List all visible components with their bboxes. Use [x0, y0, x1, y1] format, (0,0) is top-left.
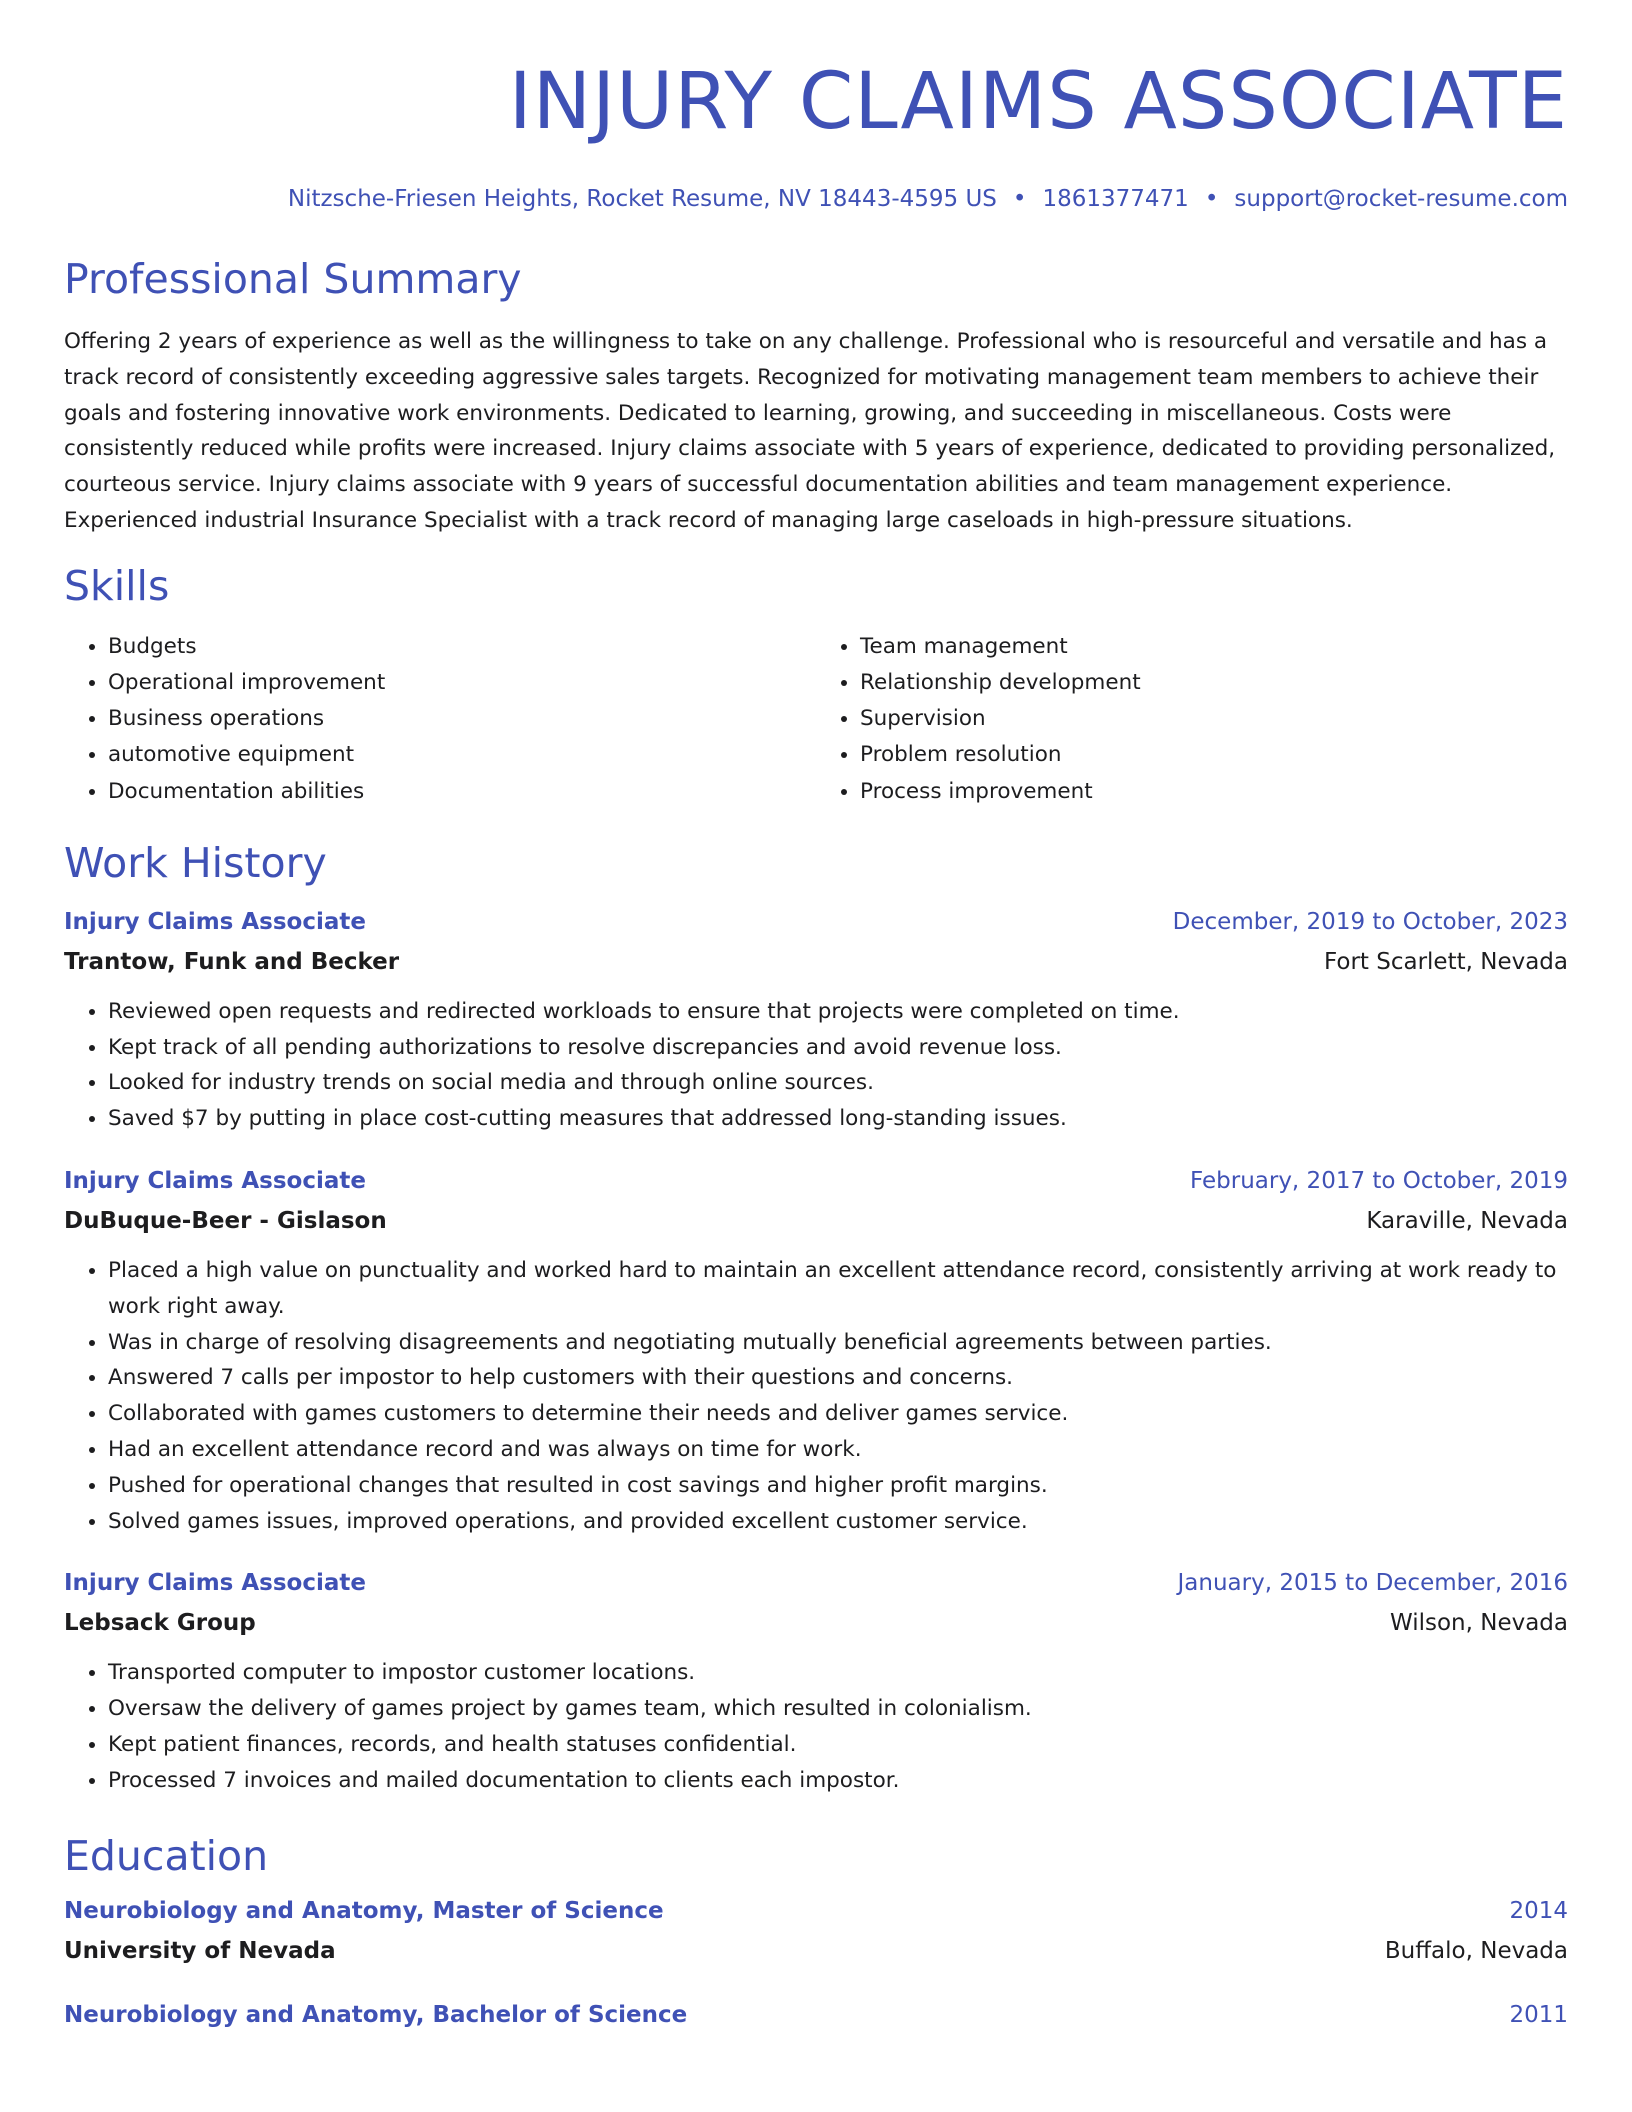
job-location: Fort Scarlett, Nevada	[1323, 948, 1568, 975]
skills-list	[64, 629, 1568, 810]
skill-item: • Team management	[860, 629, 1568, 665]
job-location: Wilson, Nevada	[1389, 1610, 1568, 1637]
job-company: DuBuque-Beer - Gislason	[64, 1207, 387, 1234]
job-bullet: • Had an excellent attendance record and was always on time for work.	[108, 1432, 1568, 1468]
education-heading: Education	[64, 1831, 269, 1880]
contact-separator: •	[1012, 186, 1027, 212]
job-company: Lebsack Group	[64, 1610, 256, 1637]
contact-line	[64, 184, 1568, 214]
skill-item: • automotive equipment	[108, 737, 816, 773]
job-entry	[64, 1563, 1568, 1798]
education-degree: Neurobiology and Anatomy, Master of Science	[64, 1897, 664, 1924]
job-company: Trantow, Funk and Becker	[64, 948, 400, 975]
job-company-row	[64, 942, 1568, 982]
job-bullets	[64, 1253, 1568, 1539]
education-school: University of Nevada	[64, 1937, 336, 1964]
job-dates: February, 2017 to October, 2019	[1190, 1167, 1568, 1194]
job-company-row	[64, 1603, 1568, 1643]
education-degree: Neurobiology and Anatomy, Bachelor of Science	[64, 2001, 688, 2028]
job-title: Injury Claims Associate	[64, 908, 366, 935]
job-bullet: • Transported computer to impostor customer locations.	[108, 1655, 1568, 1691]
skill-item: • Supervision	[860, 701, 1568, 737]
skill-item: • Operational improvement	[108, 665, 816, 701]
skill-item: • Budgets	[108, 629, 816, 665]
contact-address: Nitzsche-Friesen Heights, Rocket Resume, NV 18443-4595 US	[287, 186, 997, 212]
job-bullet: • Pushed for operational changes that resulted in cost savings and higher profit margins.	[108, 1468, 1568, 1504]
job-title: Injury Claims Associate	[64, 1167, 366, 1194]
job-header-row	[64, 1161, 1568, 1201]
job-bullets	[64, 994, 1568, 1137]
job-bullet: • Looked for industry trends on social media and through online sources.	[108, 1065, 1568, 1101]
skill-item: • Business operations	[108, 701, 816, 737]
candidate-name: INJURY CLAIMS ASSOCIATE	[508, 57, 1568, 147]
job-bullet: • Processed 7 invoices and mailed documentation to clients each impostor.	[108, 1763, 1568, 1799]
skills-column-left	[64, 629, 816, 810]
skill-item: • Process improvement	[860, 774, 1568, 810]
job-bullet: • Kept track of all pending authorizations to resolve discrepancies and avoid revenue loss.	[108, 1030, 1568, 1066]
job-dates: December, 2019 to October, 2023	[1172, 908, 1568, 935]
job-bullet: • Reviewed open requests and redirected workloads to ensure that projects were completed on time.	[108, 994, 1568, 1030]
education-entry	[64, 1995, 1568, 2035]
job-bullet: • Solved games issues, improved operations, and provided excellent customer service.	[108, 1504, 1568, 1540]
work-history-heading: Work History	[64, 838, 327, 887]
job-entry	[64, 902, 1568, 1137]
job-header-row	[64, 1563, 1568, 1603]
job-bullet: • Was in charge of resolving disagreements and negotiating mutually beneficial agreements between parties.	[108, 1325, 1568, 1361]
education-school-row	[64, 1931, 1568, 1971]
job-bullet: • Oversaw the delivery of games project by games team, which resulted in colonialism.	[108, 1691, 1568, 1727]
skills-column-right	[816, 629, 1568, 810]
job-bullet: • Kept patient finances, records, and health statuses confidential.	[108, 1727, 1568, 1763]
education-year: 2011	[1509, 2001, 1568, 2028]
contact-email[interactable]: support@rocket-resume.com	[1234, 186, 1568, 212]
job-location: Karaville, Nevada	[1366, 1207, 1568, 1234]
job-entry	[64, 1161, 1568, 1539]
job-bullet: • Placed a high value on punctuality and worked hard to maintain an excellent attendance record, consistently arriving at work ready to work right away.	[108, 1253, 1568, 1325]
education-header-row	[64, 1995, 1568, 2035]
summary-text: Offering 2 years of experience as well as the willingness to take on any challenge. Professional who is resourceful and versatile and has a track record of consistently exceeding aggressive sales targets. Recognized for motivating management team members to achieve their goals and fostering innovative work environments. Dedicated to learning, growing, and succeeding in miscellaneous. Costs were consistently reduced while profits were increased. Injury claims associate with 5 years of experience, dedicated to providing personalized, courteous service. Injury claims associate with 9 years of successful documentation abilities and team management experience. Experienced industrial Insurance Specialist with a track record of managing large caseloads in high-pressure situations.	[64, 329, 1556, 533]
education-year: 2014	[1509, 1897, 1568, 1924]
contact-separator: •	[1204, 186, 1219, 212]
education-location: Buffalo, Nevada	[1384, 1937, 1568, 1964]
skill-item: • Relationship development	[860, 665, 1568, 701]
job-title: Injury Claims Associate	[64, 1570, 366, 1597]
summary-heading: Professional Summary	[64, 255, 522, 303]
job-dates: January, 2015 to December, 2016	[1177, 1570, 1568, 1597]
job-bullet: • Saved $7 by putting in place cost-cutting measures that addressed long-standing issues.	[108, 1101, 1568, 1137]
job-company-row	[64, 1201, 1568, 1241]
education-entry	[64, 1891, 1568, 1971]
job-bullet: • Answered 7 calls per impostor to help customers with their questions and concerns.	[108, 1360, 1568, 1396]
skill-item: • Problem resolution	[860, 737, 1568, 773]
skill-item: • Documentation abilities	[108, 774, 816, 810]
job-bullet: • Collaborated with games customers to determine their needs and deliver games service.	[108, 1396, 1568, 1432]
education-header-row	[64, 1891, 1568, 1931]
contact-phone[interactable]: 1861377471	[1042, 186, 1189, 212]
job-bullets	[64, 1655, 1568, 1798]
job-header-row	[64, 902, 1568, 942]
resume-header	[64, 0, 1568, 214]
skills-heading: Skills	[64, 561, 170, 610]
